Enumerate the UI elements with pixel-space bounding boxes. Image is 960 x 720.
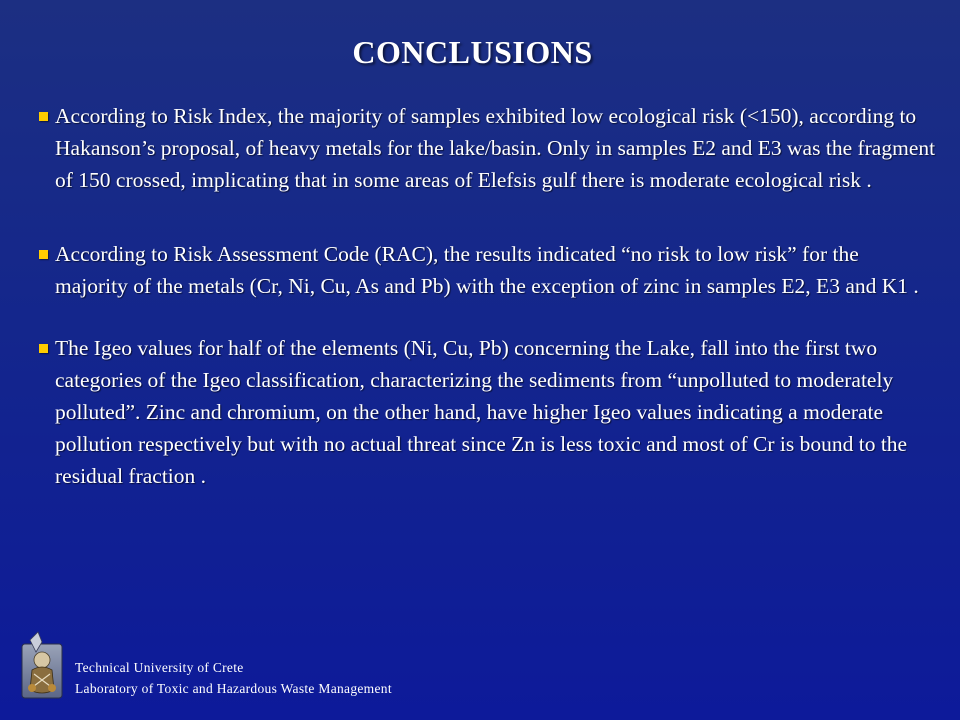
bullet-item — [36, 238, 936, 302]
bullet-text: According to Risk Assessment Code (RAC), the results indicated “no risk to low risk” for the majority of the metals (Cr, Ni, Cu, As and Pb) with the exception of zinc in samples E2, E3 and K1 . — [55, 242, 919, 298]
bullet-item — [36, 100, 936, 196]
footer-text — [75, 657, 392, 699]
bullet-text: According to Risk Index, the majority of samples exhibited low ecological risk (<150), according to Hakanson’s proposal, of heavy metals for the lake/basin. Only in samples E2 and E3 was the fragment of 150 crossed, implicating that in some areas of Elefsis gulf there is moderate ecological risk . — [55, 104, 936, 192]
bullet-text: The Igeo values for half of the elements (Ni, Cu, Pb) concerning the Lake, fall into the first two categories of the Igeo classification, characterizing the sediments from “unpolluted to moderately polluted”. Zinc and chromium, on the other hand, have higher Igeo values indicating a moderate pollution respectively but with no actual threat since Zn is less toxic and most of Cr is bound to the residual fraction . — [55, 336, 908, 488]
footer — [20, 630, 500, 702]
university-name: Technical University of Crete — [75, 660, 244, 675]
university-crest-icon — [20, 630, 64, 700]
bullet-square-icon — [39, 344, 48, 353]
bullet-square-icon — [39, 250, 48, 259]
bullet-list — [36, 100, 936, 492]
bullet-square-icon — [39, 112, 48, 121]
slide-title: CONCLUSIONS — [352, 34, 593, 70]
laboratory-name: Laboratory of Toxic and Hazardous Waste Management — [75, 681, 392, 696]
bullet-item — [36, 332, 936, 492]
